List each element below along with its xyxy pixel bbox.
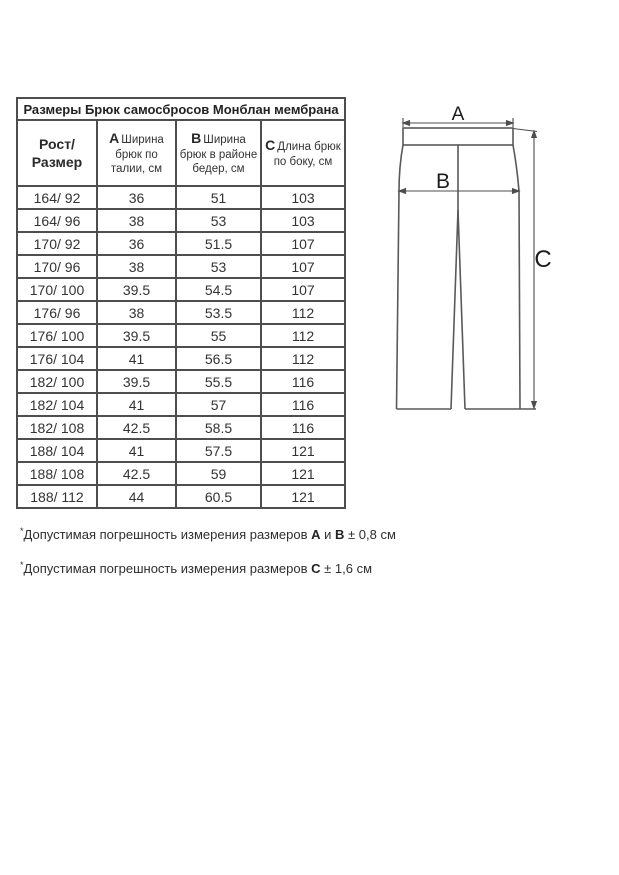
footnote-tolerance-ab [20,527,396,542]
cell-side-length: 112 [261,347,345,370]
footnote-text: Допустимая погрешность измерения размеров [23,527,312,542]
cell-height-size: 170/ 92 [17,232,97,255]
cell-side-length: 107 [261,232,345,255]
cell-side-length: 107 [261,278,345,301]
cell-waist-width: 42.5 [97,462,176,485]
cell-waist-width: 41 [97,439,176,462]
cell-hip-width: 58.5 [176,416,261,439]
table-row [17,439,345,462]
cell-waist-width: 41 [97,393,176,416]
table-row [17,209,345,232]
cell-hip-width: 57 [176,393,261,416]
cell-side-length: 121 [261,485,345,508]
waistband [403,128,513,145]
footnote-tail: ± 1,6 см [320,561,373,576]
diagram-label-c: C [534,246,552,273]
cell-side-length: 103 [261,209,345,232]
cell-hip-width: 53 [176,255,261,278]
cell-waist-width: 41 [97,347,176,370]
cell-waist-width: 39.5 [97,370,176,393]
cell-hip-width: 60.5 [176,485,261,508]
cell-side-length: 116 [261,393,345,416]
c-arrowhead-top [532,131,537,138]
cell-height-size: 176/ 100 [17,324,97,347]
cell-waist-width: 42.5 [97,416,176,439]
cell-height-size: 188/ 112 [17,485,97,508]
cell-waist-width: 36 [97,232,176,255]
table-row [17,347,345,370]
left-outer-leg [397,191,400,409]
cell-hip-width: 51 [176,186,261,209]
left-hip-curve [399,145,403,191]
cell-side-length: 116 [261,416,345,439]
table-row [17,416,345,439]
table-row [17,393,345,416]
table-row [17,485,345,508]
cell-height-size: 176/ 96 [17,301,97,324]
cell-hip-width: 59 [176,462,261,485]
cell-waist-width: 38 [97,301,176,324]
cell-hip-width: 57.5 [176,439,261,462]
footnote-marker: * [20,526,24,536]
table-row [17,278,345,301]
cell-side-length: 116 [261,370,345,393]
table-row [17,462,345,485]
cell-waist-width: 39.5 [97,278,176,301]
diagram-label-b: B [435,170,451,193]
pants-outline [397,128,537,409]
cell-height-size: 170/ 96 [17,255,97,278]
cell-waist-width: 38 [97,255,176,278]
cell-waist-width: 44 [97,485,176,508]
size-table-container [16,97,344,509]
c-arrowhead-bottom [532,402,537,409]
table-header-row [17,120,345,186]
column-header-hips-label: Ширина брюк в районе бедер, см [179,133,258,176]
cell-hip-width: 51.5 [176,232,261,255]
cell-hip-width: 56.5 [176,347,261,370]
table-title-row [17,98,345,120]
dim-letter-b: B [191,129,202,146]
column-header-height-size: Рост/Размер [17,120,97,186]
footnote-tolerance-c [20,561,372,576]
column-header-length-label: Длина брюк по боку, см [273,141,341,168]
column-header-waist-label: Ширина брюк по талии, см [110,133,164,176]
cell-hip-width: 55.5 [176,370,261,393]
cell-waist-width: 36 [97,186,176,209]
cell-waist-width: 38 [97,209,176,232]
size-table-head [17,98,345,186]
cell-height-size: 170/ 100 [17,278,97,301]
pants-measurement-diagram [375,95,619,430]
footnote-bold-c: C [311,561,321,576]
footnote-bold-a: A [311,527,321,542]
cell-height-size: 188/ 104 [17,439,97,462]
footnote-conjunction: и [320,527,336,542]
cell-height-size: 188/ 108 [17,462,97,485]
size-table-body [17,186,345,508]
cell-side-length: 121 [261,462,345,485]
cell-height-size: 182/ 104 [17,393,97,416]
table-row [17,324,345,347]
table-row [17,301,345,324]
table-row [17,255,345,278]
table-title: Размеры Брюк самосбросов Монблан мембрана [17,98,345,120]
cell-side-length: 103 [261,186,345,209]
diagram-label-a: A [451,104,465,125]
dim-letter-a: A [109,129,120,146]
cell-side-length: 112 [261,324,345,347]
a-arrowhead-left [403,121,410,126]
footnote-tail: ± 0,8 см [344,527,396,542]
b-arrowhead-left [399,189,406,194]
right-outer-leg [519,191,520,409]
cell-side-length: 107 [261,255,345,278]
column-header-waist [97,120,176,186]
dim-letter-c: C [265,137,276,154]
table-row [17,232,345,255]
footnote-marker: * [20,560,24,570]
cell-hip-width: 53 [176,209,261,232]
footnote-text: Допустимая погрешность измерения размеров [23,561,312,576]
column-header-hips [176,120,261,186]
cell-height-size: 182/ 108 [17,416,97,439]
cell-hip-width: 55 [176,324,261,347]
cell-hip-width: 53.5 [176,301,261,324]
right-hip-curve [513,145,519,191]
cell-height-size: 176/ 104 [17,347,97,370]
cell-height-size: 182/ 100 [17,370,97,393]
cell-hip-width: 54.5 [176,278,261,301]
table-row [17,370,345,393]
column-header-length [261,120,345,186]
b-arrowhead-right [513,189,520,194]
right-inner-leg [458,210,465,409]
cell-waist-width: 39.5 [97,324,176,347]
footnote-bold-b: B [335,527,345,542]
size-table [16,97,346,509]
cell-side-length: 112 [261,301,345,324]
cell-height-size: 164/ 92 [17,186,97,209]
cell-side-length: 121 [261,439,345,462]
a-arrowhead-right [507,121,514,126]
left-inner-leg [451,210,458,409]
cell-height-size: 164/ 96 [17,209,97,232]
table-row [17,186,345,209]
